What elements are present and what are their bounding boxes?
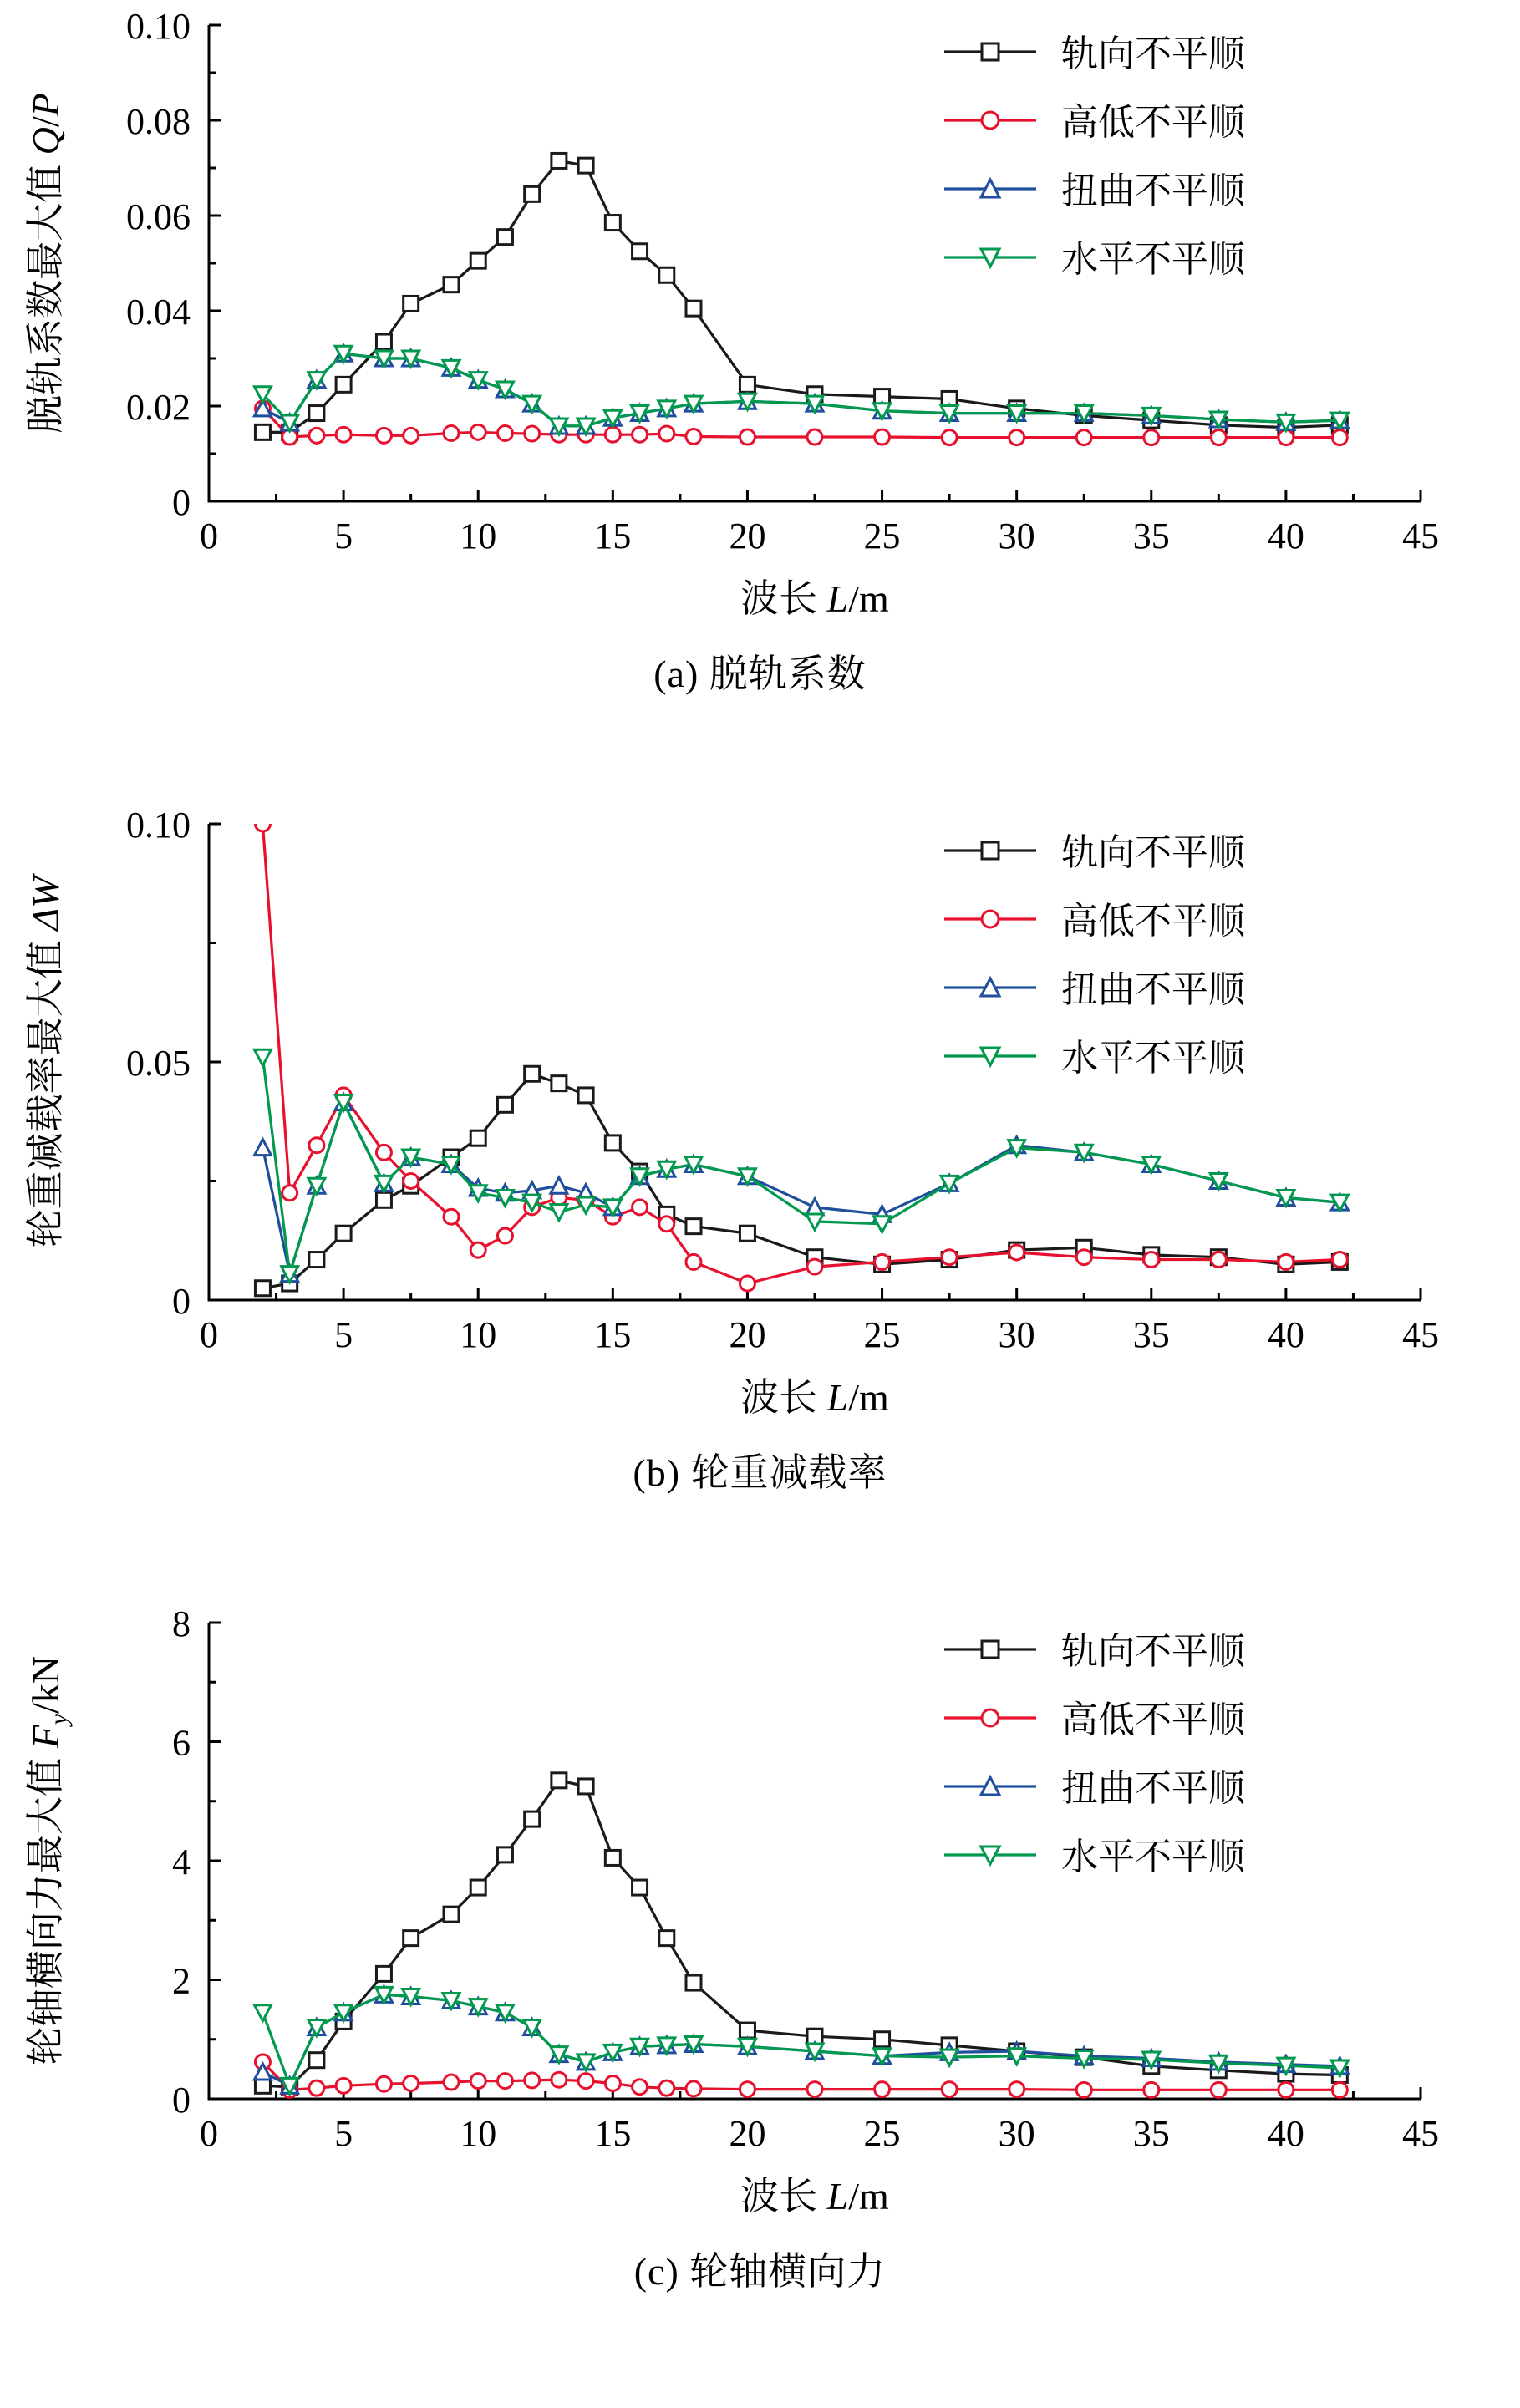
data-marker-circle: [1009, 1245, 1024, 1260]
y-tick-label: 0.02: [126, 387, 191, 428]
data-marker-circle: [1076, 1250, 1091, 1265]
data-marker-circle: [942, 1250, 957, 1265]
data-marker-square: [470, 1880, 485, 1895]
y-tick-label: 0.10: [126, 805, 191, 846]
y-tick-label: 8: [172, 1603, 191, 1644]
data-marker-circle: [497, 1228, 512, 1243]
legend-label: 高低不平顺: [1061, 102, 1245, 143]
data-marker-circle: [659, 2080, 674, 2096]
x-tick-label: 10: [460, 2113, 497, 2154]
plot-b-wrap: [0, 799, 1520, 1467]
data-marker-circle: [633, 1200, 648, 1215]
x-tick-label: 20: [729, 2113, 766, 2154]
data-marker-circle: [1332, 2082, 1347, 2097]
data-marker-circle: [525, 426, 540, 441]
data-marker-square: [497, 230, 512, 245]
data-marker-square: [255, 1281, 270, 1296]
caption-a: (a) 脱轨系数: [653, 653, 867, 695]
x-tick-label: 20: [729, 516, 766, 556]
y-tick-label: 2: [172, 1960, 191, 2002]
data-marker-square: [605, 1850, 620, 1865]
data-marker-triangle-down: [551, 1205, 567, 1221]
y-tick-label: 0: [172, 482, 191, 523]
data-marker-triangle-down: [254, 1049, 271, 1065]
plot-a: [0, 0, 1520, 668]
data-marker-circle: [1332, 430, 1347, 445]
data-marker-circle: [1076, 430, 1091, 445]
data-marker-square: [740, 377, 755, 392]
data-marker-circle: [875, 2082, 890, 2097]
data-marker-square: [404, 296, 419, 311]
data-marker-circle: [875, 429, 890, 445]
y-axis-title: 脱轨系数最大值 Q/P: [24, 93, 67, 434]
y-tick-label: 6: [172, 1722, 191, 1764]
data-marker-square: [376, 1966, 391, 1981]
x-tick-label: 35: [1132, 516, 1170, 556]
legend: [944, 33, 1246, 280]
data-marker-circle: [309, 428, 324, 443]
x-tick-label: 35: [1132, 1314, 1170, 1355]
y-tick-label: 0: [172, 2080, 191, 2121]
data-marker-circle: [1009, 2082, 1024, 2097]
data-marker-circle: [982, 1709, 999, 1726]
x-tick-label: 15: [594, 1314, 632, 1355]
data-marker-square: [686, 1975, 701, 1990]
x-tick-label: 25: [863, 2113, 901, 2154]
x-tick-label: 10: [460, 516, 497, 556]
caption-b: (b) 轮重减载率: [633, 1451, 887, 1494]
data-marker-circle: [1211, 2082, 1226, 2097]
plot-b: [0, 799, 1520, 1467]
data-marker-circle: [497, 425, 512, 440]
plot-a-wrap: [0, 0, 1520, 668]
data-marker-square: [659, 1931, 674, 1946]
y-tick-label: 0: [172, 1281, 191, 1322]
data-marker-square: [525, 1066, 540, 1081]
legend-label: 水平不平顺: [1061, 1038, 1245, 1079]
data-marker-circle: [1144, 1252, 1159, 1268]
data-marker-circle: [1076, 2082, 1091, 2097]
x-tick-label: 40: [1267, 516, 1304, 556]
series-line: [262, 1781, 1340, 2087]
data-marker-circle: [1211, 430, 1226, 445]
data-marker-square: [497, 1847, 512, 1862]
data-marker-circle: [633, 427, 648, 442]
legend-label: 高低不平顺: [1061, 901, 1245, 942]
legend-label: 轨向不平顺: [1061, 1631, 1245, 1672]
data-marker-circle: [404, 2075, 419, 2090]
data-marker-circle: [309, 1138, 324, 1153]
data-marker-square: [404, 1931, 419, 1946]
data-marker-circle: [686, 1254, 701, 1269]
series-line: [262, 1074, 1340, 1288]
data-marker-circle: [1211, 1252, 1226, 1268]
data-marker-circle: [444, 1209, 459, 1224]
data-marker-circle: [376, 428, 391, 443]
y-axis-title: 轮轴横向力最大值 $F_y/kN$: [24, 1656, 73, 2065]
legend-label: 水平不平顺: [1061, 1836, 1245, 1877]
series-group: [254, 1773, 1348, 2098]
data-marker-square: [376, 334, 391, 349]
legend: [944, 832, 1246, 1079]
figure-b: [0, 799, 1520, 1576]
series-line: [262, 353, 1340, 426]
legend: [944, 1631, 1246, 1877]
y-tick-label: 0.08: [126, 101, 191, 142]
figure-c: [0, 1598, 1520, 2375]
data-marker-circle: [376, 1145, 391, 1160]
data-marker-square: [336, 377, 351, 392]
legend-label: 扭曲不平顺: [1061, 1768, 1245, 1809]
data-marker-circle: [740, 429, 755, 445]
series-line: [262, 1057, 1340, 1273]
data-marker-circle: [807, 1259, 822, 1274]
data-marker-circle: [633, 2080, 648, 2095]
x-tick-label: 25: [863, 1314, 901, 1355]
x-tick-label: 45: [1402, 1314, 1439, 1355]
x-tick-label: 20: [729, 1314, 766, 1355]
data-marker-square: [444, 1907, 459, 1922]
data-marker-circle: [444, 425, 459, 440]
legend-label: 轨向不平顺: [1061, 832, 1245, 873]
data-marker-circle: [336, 427, 351, 442]
legend-label: 扭曲不平顺: [1061, 969, 1245, 1010]
series-line: [262, 1994, 1340, 2085]
data-marker-square: [444, 277, 459, 292]
data-marker-square: [578, 158, 593, 173]
data-marker-square: [309, 406, 324, 421]
data-marker-circle: [686, 429, 701, 444]
data-marker-square: [255, 424, 270, 439]
legend-label: 水平不平顺: [1061, 239, 1245, 280]
data-marker-square: [633, 244, 648, 259]
data-marker-circle: [740, 2082, 755, 2097]
data-marker-square: [982, 842, 999, 859]
y-tick-label: 0.05: [126, 1043, 191, 1084]
data-marker-circle: [470, 1242, 485, 1257]
y-tick-label: 4: [172, 1842, 191, 1882]
plot-c-wrap: [0, 1598, 1520, 2266]
data-marker-square: [578, 1088, 593, 1103]
x-tick-label: 45: [1402, 516, 1439, 556]
caption-c: (c) 轮轴横向力: [633, 2250, 887, 2293]
x-tick-label: 5: [334, 516, 353, 556]
data-marker-circle: [982, 911, 999, 927]
data-marker-circle: [525, 2073, 540, 2088]
data-marker-circle: [497, 2074, 512, 2089]
x-tick-label: 10: [460, 1314, 497, 1355]
data-marker-circle: [1279, 1254, 1294, 1269]
x-tick-label: 40: [1267, 2113, 1304, 2154]
data-marker-circle: [740, 1276, 755, 1291]
x-tick-label: 0: [200, 516, 218, 556]
y-axis-title: 轮重减载率最大值 ΔW: [24, 876, 67, 1248]
data-marker-circle: [404, 428, 419, 443]
data-marker-square: [376, 1192, 391, 1207]
x-tick-label: 15: [594, 516, 632, 556]
data-marker-circle: [255, 816, 270, 831]
data-marker-circle: [1009, 430, 1024, 445]
data-marker-circle: [404, 1174, 419, 1189]
series-line: [262, 1994, 1340, 2085]
x-tick-label: 30: [998, 2113, 1035, 2154]
data-marker-square: [633, 1880, 648, 1895]
figure-a: [0, 0, 1520, 777]
data-marker-triangle-down: [254, 2005, 271, 2021]
data-marker-square: [605, 216, 620, 231]
data-marker-square: [605, 1135, 620, 1151]
legend-label: 轨向不平顺: [1061, 33, 1245, 74]
data-marker-circle: [309, 2080, 324, 2096]
data-marker-square: [686, 1219, 701, 1234]
data-marker-square: [525, 1811, 540, 1826]
data-marker-square: [875, 2032, 890, 2047]
data-marker-circle: [807, 2082, 822, 2097]
data-marker-circle: [578, 2074, 593, 2089]
x-tick-label: 35: [1132, 2113, 1170, 2154]
x-tick-label: 30: [998, 516, 1035, 556]
data-marker-triangle-up: [254, 1140, 271, 1156]
data-marker-circle: [659, 426, 674, 441]
series-line: [262, 1103, 1340, 1274]
x-tick-label: 40: [1267, 1314, 1304, 1355]
data-marker-circle: [444, 2075, 459, 2090]
data-marker-circle: [982, 112, 999, 129]
x-tick-label: 0: [200, 2113, 218, 2154]
plot-c: [0, 1598, 1520, 2266]
data-marker-square: [470, 1130, 485, 1146]
x-axis-title: 波长 L/m: [740, 577, 889, 620]
data-marker-square: [982, 1641, 999, 1658]
x-tick-label: 5: [334, 1314, 353, 1355]
data-marker-square: [552, 153, 567, 168]
data-marker-square: [552, 1773, 567, 1788]
legend-label: 高低不平顺: [1061, 1699, 1245, 1740]
x-tick-label: 0: [200, 1314, 218, 1355]
x-tick-label: 45: [1402, 2113, 1439, 2154]
data-marker-circle: [1144, 2082, 1159, 2097]
data-marker-square: [740, 1226, 755, 1241]
data-marker-square: [525, 186, 540, 201]
data-marker-square: [578, 1779, 593, 1794]
x-tick-label: 25: [863, 516, 901, 556]
data-marker-circle: [282, 1186, 297, 1201]
data-marker-circle: [1332, 1252, 1347, 1268]
data-marker-square: [309, 1252, 324, 1268]
data-marker-square: [686, 301, 701, 316]
series-line: [262, 2062, 1340, 2090]
data-marker-circle: [376, 2076, 391, 2091]
data-marker-circle: [686, 2081, 701, 2096]
data-marker-circle: [942, 430, 957, 445]
data-marker-circle: [336, 2078, 351, 2093]
data-marker-circle: [942, 2082, 957, 2097]
data-marker-circle: [807, 429, 822, 445]
x-axis-title: 波长 L/m: [740, 2175, 889, 2217]
data-marker-square: [552, 1076, 567, 1091]
y-tick-label: 0.10: [126, 6, 191, 47]
x-tick-label: 30: [998, 1314, 1035, 1355]
x-tick-label: 15: [594, 2113, 632, 2154]
y-tick-label: 0.04: [126, 292, 191, 333]
data-marker-triangle-up: [551, 1177, 567, 1193]
data-marker-square: [470, 253, 485, 268]
data-marker-circle: [1144, 430, 1159, 445]
data-marker-circle: [470, 424, 485, 439]
data-marker-square: [659, 267, 674, 282]
data-marker-circle: [605, 2075, 620, 2090]
data-marker-circle: [659, 1217, 674, 1232]
data-marker-square: [497, 1097, 512, 1112]
x-axis-title: 波长 L/m: [740, 1376, 889, 1419]
data-marker-circle: [1279, 2082, 1294, 2097]
series-line: [262, 353, 1340, 426]
data-marker-circle: [605, 427, 620, 442]
data-marker-circle: [470, 2074, 485, 2089]
data-marker-square: [309, 2053, 324, 2068]
legend-label: 扭曲不平顺: [1061, 170, 1245, 211]
data-marker-circle: [875, 1254, 890, 1269]
data-marker-square: [336, 1226, 351, 1241]
data-marker-circle: [552, 2072, 567, 2087]
data-marker-square: [982, 43, 999, 60]
x-tick-label: 5: [334, 2113, 353, 2154]
y-tick-label: 0.06: [126, 196, 191, 237]
